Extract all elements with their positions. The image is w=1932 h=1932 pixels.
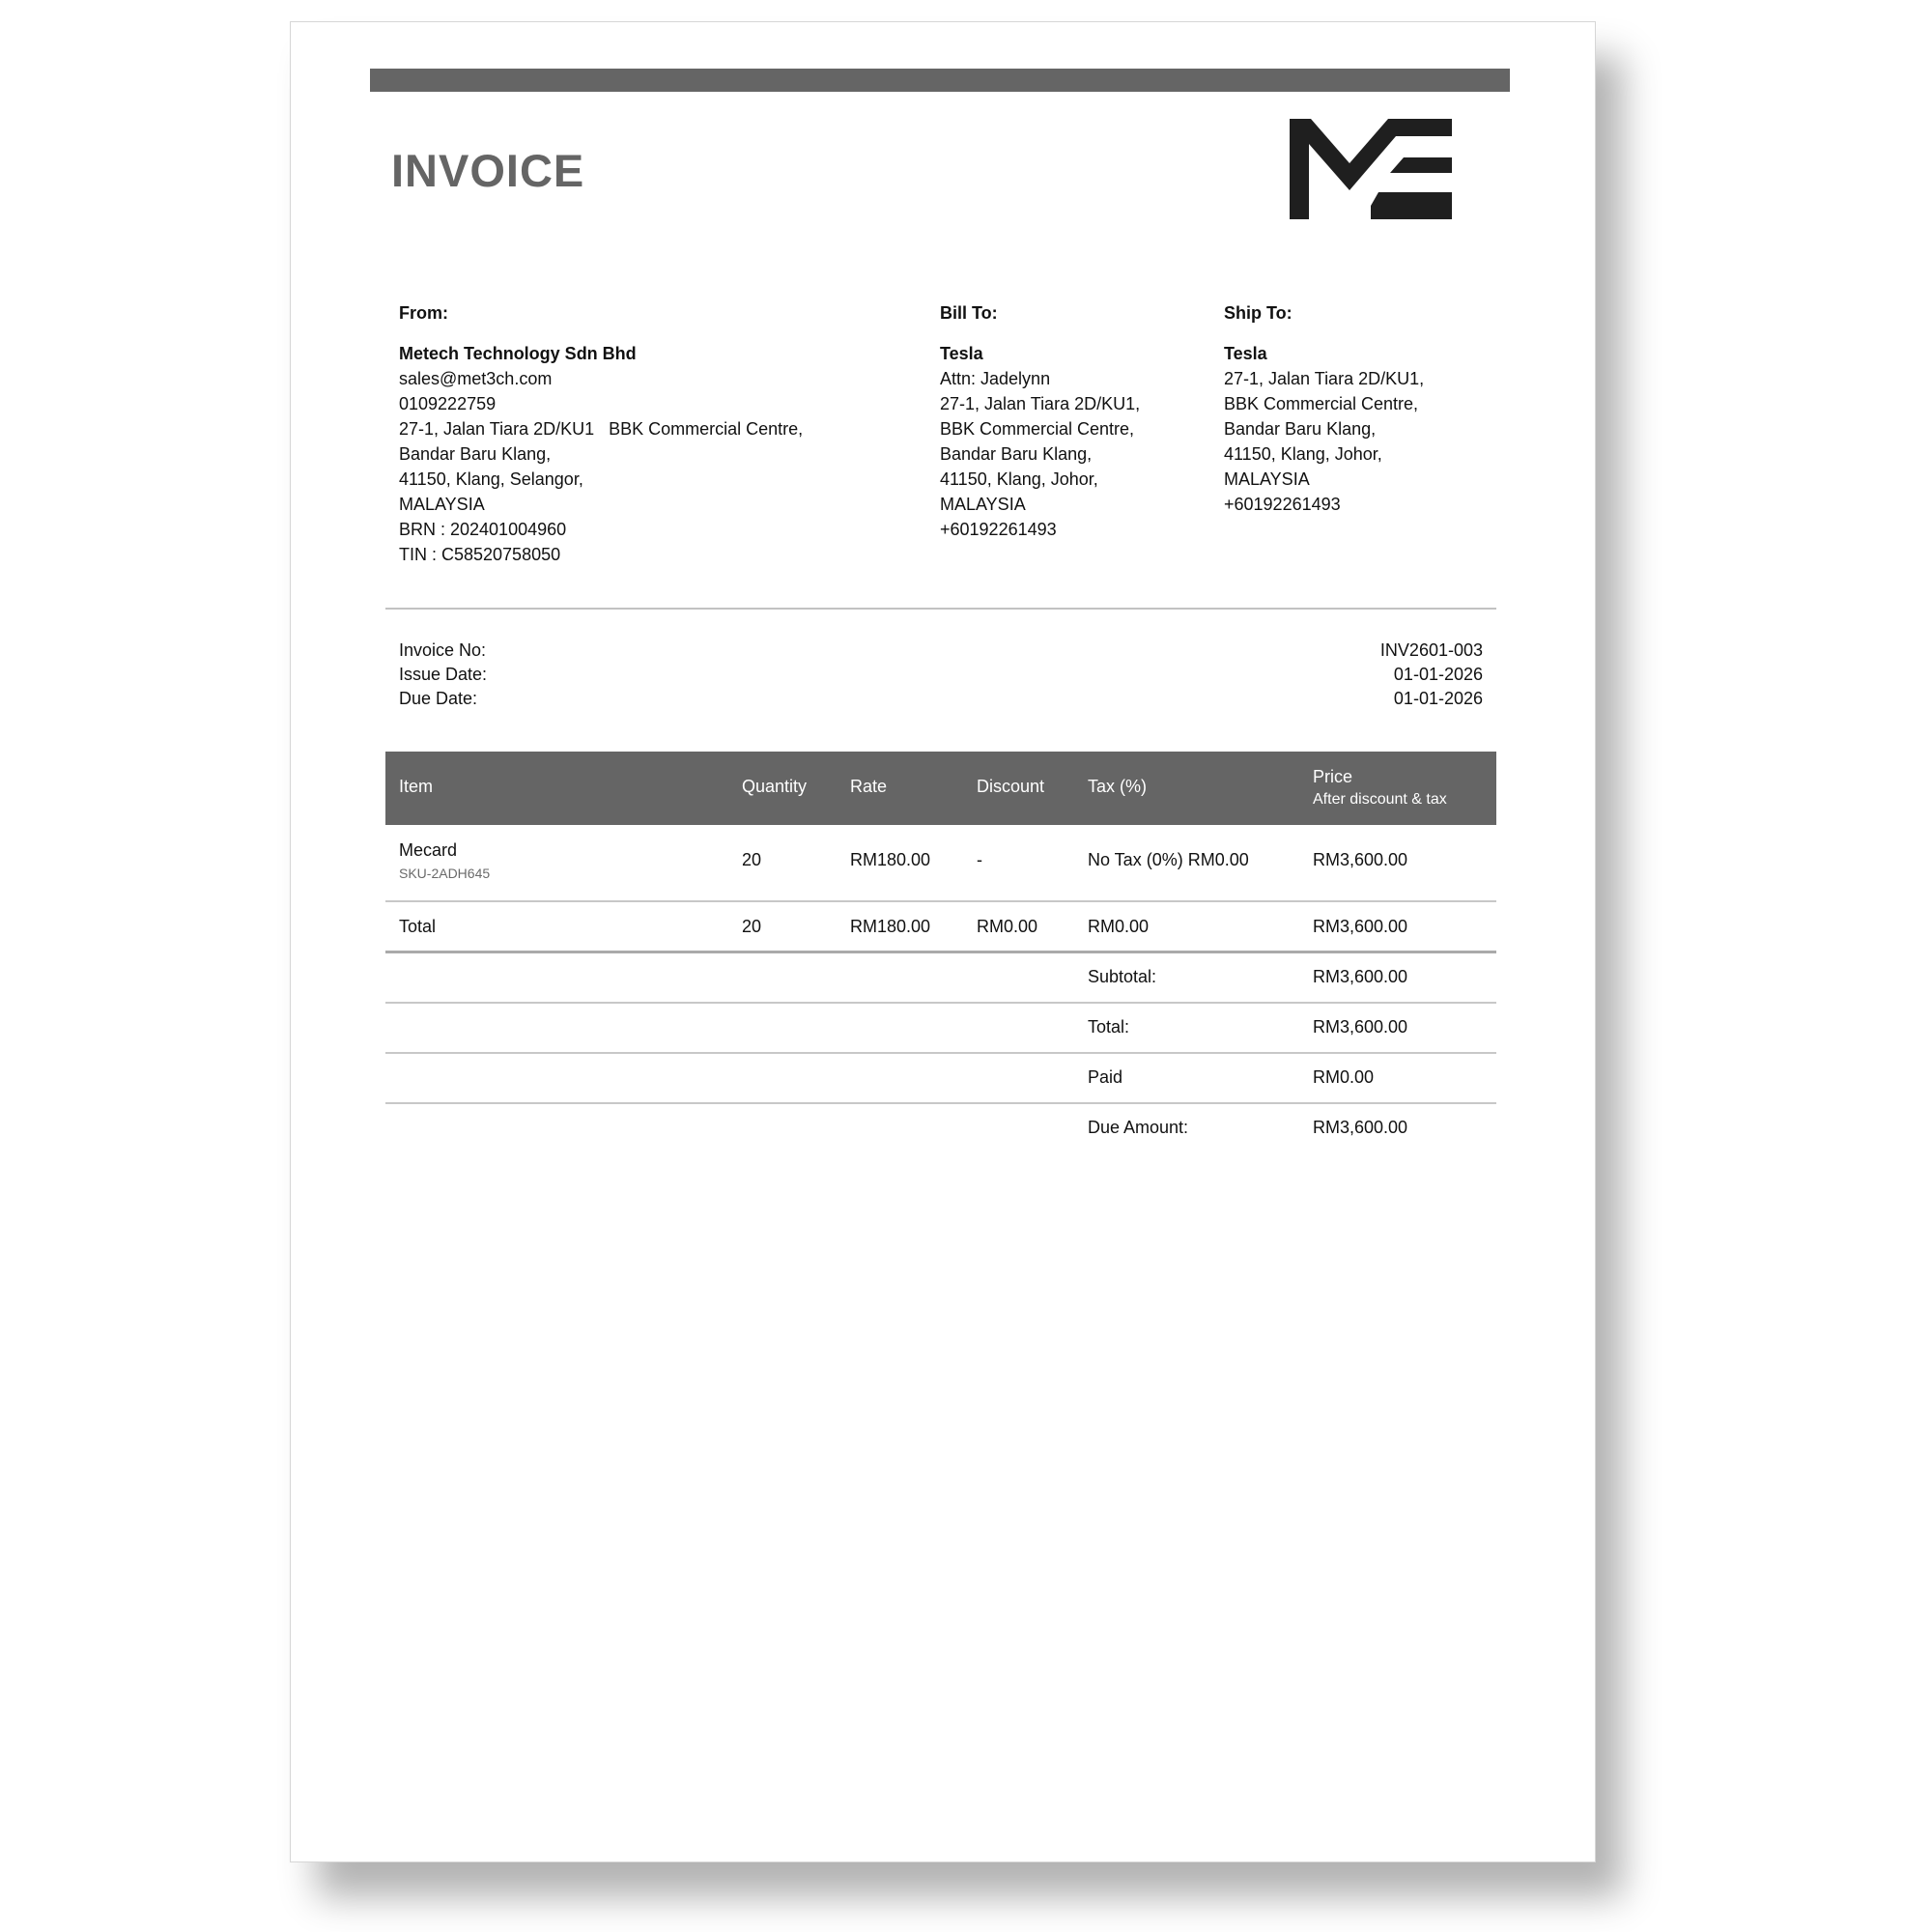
ship-to-block: [1224, 300, 1424, 517]
column-header-tax: Tax (%): [1088, 777, 1148, 796]
item-cell: [399, 838, 490, 885]
total-row-label: Total: [399, 917, 437, 936]
from-phone: 0109222759: [399, 394, 497, 413]
from-company-name: Metech Technology Sdn Bhd: [399, 344, 637, 363]
from-tin: TIN : C58520758050: [399, 545, 561, 564]
page-title: INVOICE: [391, 145, 585, 196]
price-header-sublabel: After discount & tax: [1313, 791, 1447, 808]
bill-to-heading: Bill To:: [940, 303, 998, 323]
item-sku: SKU-2ADH645: [399, 866, 491, 881]
due-amount-row: [385, 1104, 1496, 1152]
column-header-discount: Discount: [977, 777, 1045, 796]
item-price: RM3,600.00: [1313, 850, 1408, 869]
paid-value: RM0.00: [1313, 1067, 1375, 1087]
grand-total-row: [385, 1004, 1496, 1052]
subtotal-row: [385, 953, 1496, 1002]
bill-to-address-line: Bandar Baru Klang,: [940, 444, 1093, 464]
item-rate: RM180.00: [850, 850, 931, 869]
total-row: [385, 902, 1496, 951]
item-discount: -: [977, 850, 982, 869]
bill-to-country: MALAYSIA: [940, 495, 1026, 514]
total-price: RM3,600.00: [1313, 917, 1408, 936]
from-address-line: 27-1, Jalan Tiara 2D/KU1 BBK Commercial Centre,: [399, 419, 804, 439]
total-quantity: 20: [742, 917, 762, 936]
column-header-quantity: Quantity: [742, 777, 808, 796]
invoice-meta: [399, 639, 1483, 711]
bill-to-name: Tesla: [940, 344, 983, 363]
item-name: Mecard: [399, 840, 458, 860]
total-discount: RM0.00: [977, 917, 1038, 936]
bill-to-block: [940, 300, 1140, 542]
issue-date-label: Issue Date:: [399, 665, 488, 684]
ship-to-address-line: Bandar Baru Klang,: [1224, 419, 1377, 439]
bill-to-address-line: BBK Commercial Centre,: [940, 419, 1135, 439]
from-brn: BRN : 202401004960: [399, 520, 567, 539]
bill-to-address-line: 27-1, Jalan Tiara 2D/KU1,: [940, 394, 1141, 413]
bill-to-attn: Attn: Jadelynn: [940, 369, 1051, 388]
from-address-line: Bandar Baru Klang,: [399, 444, 552, 464]
from-email: sales@met3ch.com: [399, 369, 553, 388]
subtotal-value: RM3,600.00: [1313, 967, 1408, 986]
grand-total-value: RM3,600.00: [1313, 1017, 1408, 1037]
ship-to-phone: +60192261493: [1224, 495, 1341, 514]
grand-total-label: Total:: [1088, 1017, 1130, 1037]
items-table-header: [385, 752, 1496, 825]
paid-row: [385, 1054, 1496, 1102]
item-tax: No Tax (0%) RM0.00: [1088, 850, 1249, 869]
column-header-item: Item: [399, 777, 434, 796]
issue-date-row: [399, 663, 1483, 687]
due-amount-label: Due Amount:: [1088, 1118, 1189, 1137]
issue-date-value: 01-01-2026: [1393, 665, 1483, 684]
invoice-sheet: [290, 21, 1596, 1862]
ship-to-address-line: 41150, Klang, Johor,: [1224, 444, 1382, 464]
ship-to-address-line: 27-1, Jalan Tiara 2D/KU1,: [1224, 369, 1425, 388]
from-heading: From:: [399, 303, 448, 323]
table-row: [385, 825, 1496, 900]
ship-to-heading: Ship To:: [1224, 303, 1293, 323]
invoice-number-value: INV2601-003: [1379, 640, 1483, 660]
ship-to-name: Tesla: [1224, 344, 1267, 363]
top-accent-bar: [370, 69, 1510, 92]
column-header-rate: Rate: [850, 777, 888, 796]
total-rate: RM180.00: [850, 917, 931, 936]
invoice-number-label: Invoice No:: [399, 640, 487, 660]
company-logo: [1290, 119, 1452, 219]
item-quantity: 20: [742, 850, 762, 869]
ship-to-country: MALAYSIA: [1224, 469, 1310, 489]
section-divider: [385, 608, 1496, 610]
from-country: MALAYSIA: [399, 495, 485, 514]
ship-to-address-line: BBK Commercial Centre,: [1224, 394, 1419, 413]
due-amount-value: RM3,600.00: [1313, 1118, 1408, 1137]
invoice-number-row: [399, 639, 1483, 663]
total-tax: RM0.00: [1088, 917, 1150, 936]
price-header-label: Price: [1313, 767, 1353, 786]
paid-label: Paid: [1088, 1067, 1123, 1087]
bill-to-phone: +60192261493: [940, 520, 1057, 539]
bill-to-address-line: 41150, Klang, Johor,: [940, 469, 1098, 489]
subtotal-label: Subtotal:: [1088, 967, 1157, 986]
column-header-price: [1313, 765, 1447, 811]
from-address-block: [399, 300, 803, 567]
from-address-line: 41150, Klang, Selangor,: [399, 469, 583, 489]
due-date-label: Due Date:: [399, 689, 478, 708]
due-date-value: 01-01-2026: [1393, 689, 1483, 708]
due-date-row: [399, 687, 1483, 711]
